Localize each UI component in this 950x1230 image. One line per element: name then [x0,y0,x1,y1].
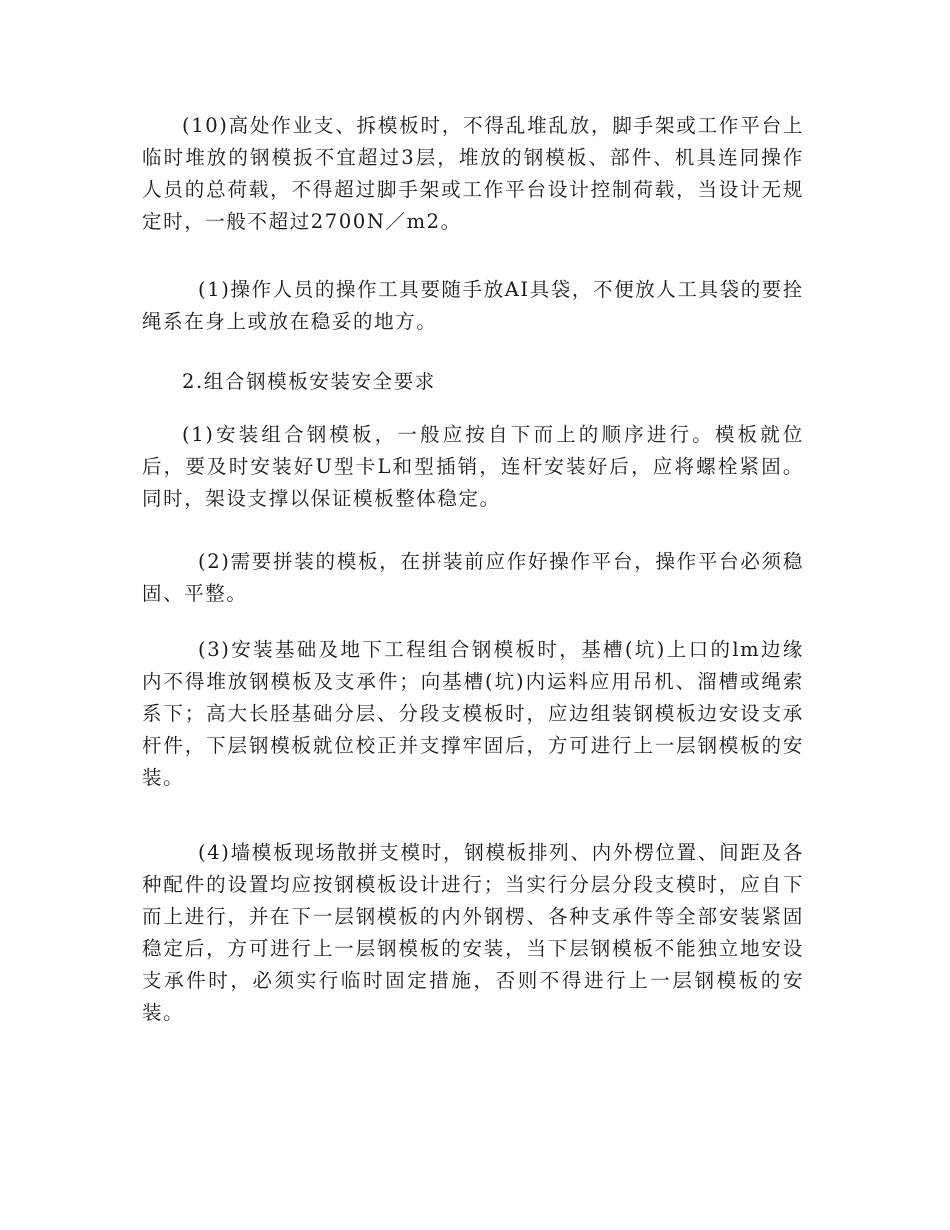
paragraph-item-4-wall-formwork: (4)墙模板现场散拼支模时，钢模板排列、内外楞位置、间距及各种配件的设置均应按钢模板设计进行；当实行分层分段支模时，应自下而上进行，并在下一层钢模板的内外钢楞、各种支承件等全部安装紧固稳定后，方可进行上一层钢模板的安装，当下层钢模板不能独立地安设支承件时，必须实行临时固定措施，否则不得进行上一层钢模板的安装。 [142,841,804,1024]
paragraph-item-10-high-altitude: (10)高处作业支、拆模板时，不得乱堆乱放，脚手架或工作平台上临时堆放的钢模扳不宜超过3层，堆放的钢模板、部件、机具连同操作人员的总荷载，不得超过脚手架或工作平台设计控制荷载，当设计无规定时，一般不超过2700N／m2。 [142,114,804,233]
section-heading: 2.组合钢模板安装安全要求 [182,370,436,393]
paragraph-item-2-platform: (2)需要拼装的模板，在拼装前应作好操作平台，操作平台必须稳固、平整。 [142,550,804,605]
paragraph-item-1-install-order: (1)安装组合钢模板，一般应按自下而上的顺序进行。模板就位后，要及时安装好U型卡L和型插销，连杆安装好后，应将螺栓紧固。同时，架设支撑以保证模板整体稳定。 [142,423,804,510]
paragraph-item-3-foundation: (3)安装基础及地下工程组合钢模板时，基槽(坑)上口的lm边缘内不得堆放钢模板及支承件；向基槽(坑)内运料应用吊机、溜槽或绳索系下；高大长胫基础分层、分段支模板时，应边组装钢模板边安设支承杆件，下层钢模板就位校正并支撑牢固后，方可进行上一层钢模板的安装。 [142,638,804,789]
paragraph-item-1-tools: (1)操作人员的操作工具要随手放AI具袋，不便放人工具袋的要拴绳系在身上或放在稳妥的地方。 [142,278,805,333]
